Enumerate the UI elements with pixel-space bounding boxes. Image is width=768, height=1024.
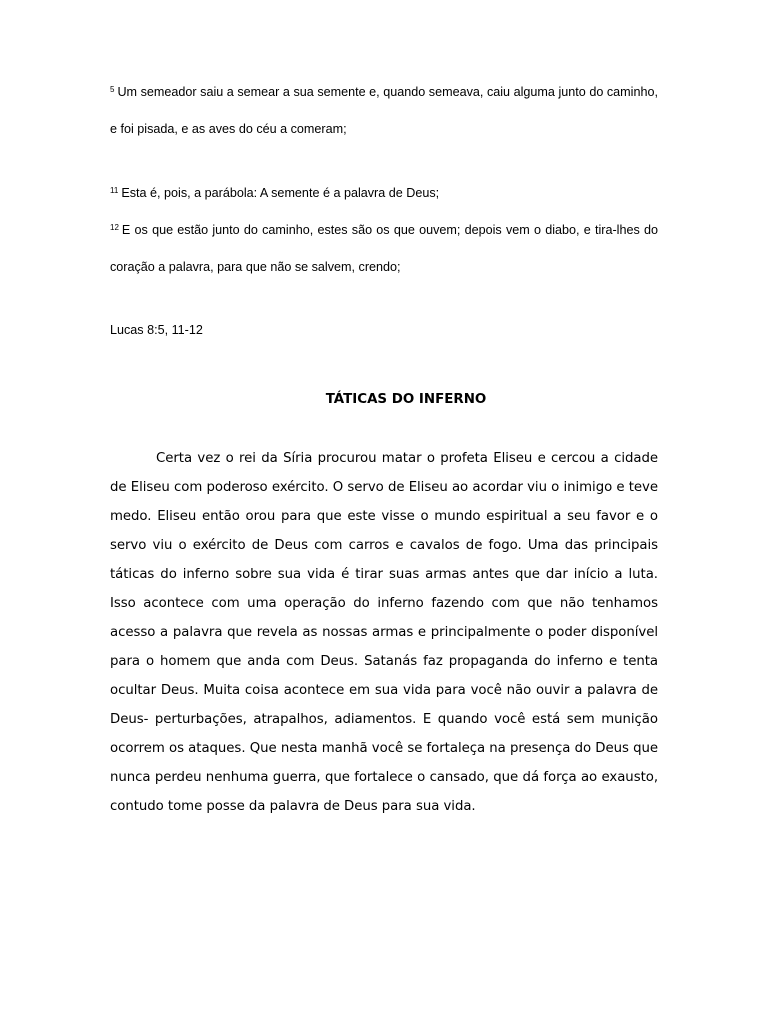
verse-text: E os que estão junto do caminho, estes são os que ouvem; depois vem o diabo, e tira-lhes do coração a palavra, para que não se salvem, crendo; [110, 223, 658, 274]
verse-text: Esta é, pois, a parábola: A semente é a palavra de Deus; [121, 186, 440, 200]
verse-12 [110, 212, 658, 286]
verse-number: 11 [110, 186, 119, 195]
body-paragraph: Certa vez o rei da Síria procurou matar o profeta Eliseu e cercou a cidade de Eliseu com poderoso exército. O servo de Eliseu ao acordar viu o inimigo e teve medo. Eliseu então orou para que este visse o mundo espiritual a seu favor e o servo viu o exército de Deus com carros e cavalos de fogo. Uma das principais táticas do inferno sobre sua vida é tirar suas armas antes que dar início a luta. Isso acontece com uma operação do inferno fazendo com que não tenhamos acesso a palavra que revela as nossas armas e principalmente o poder disponível para o homem que anda com Deus. Satanás faz propaganda do inferno e tenta ocultar Deus. Muita coisa acontece em sua vida para você não ouvir a palavra de Deus- perturbações, atrapalhos, adiamentos. E quando você está sem munição ocorrem os ataques. Que nesta manhã você se fortaleça na presença do Deus que nunca perdeu nenhuma guerra, que fortalece o cansado, que dá força ao exausto, contudo tome posse da palavra de Deus para sua vida. [110, 451, 658, 814]
verse-number: 12 [110, 223, 119, 232]
verse-5 [110, 74, 658, 148]
scripture-reference: Lucas 8:5, 11-12 [110, 323, 203, 337]
verse-11 [110, 175, 658, 212]
verse-number: 5 [110, 85, 115, 94]
section-title: TÁTICAS DO INFERNO [325, 392, 487, 407]
verse-text: Um semeador saiu a semear a sua semente e, quando semeava, caiu alguma junto do caminho, e foi pisada, e as aves do céu a comeram; [110, 85, 658, 136]
